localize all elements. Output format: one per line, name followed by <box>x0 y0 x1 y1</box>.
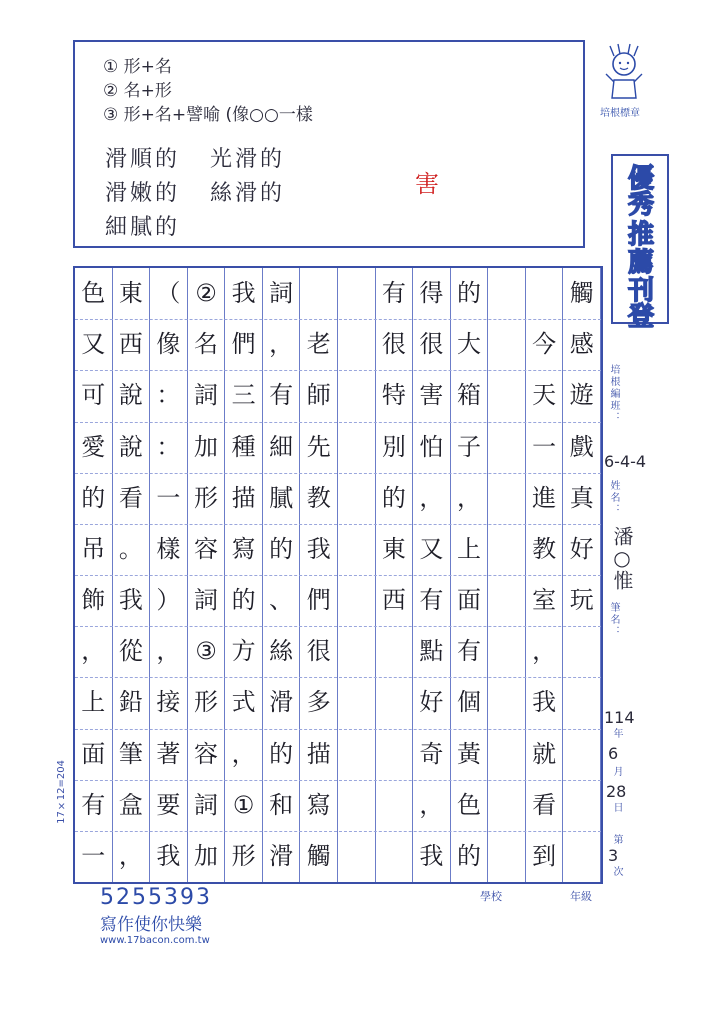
grid-cell: 吊 <box>81 534 106 563</box>
year-label: 年 <box>611 728 622 740</box>
grid-cell: 形 <box>193 483 218 512</box>
grid-cell <box>338 268 375 319</box>
grid-cell <box>338 831 375 882</box>
grid-row-line <box>75 626 601 627</box>
grid-row-line <box>75 575 601 576</box>
grid-cell: 西 <box>118 330 143 359</box>
grid-cell <box>488 729 525 780</box>
grid-cell: 有 <box>381 279 406 307</box>
recommend-char: 優 <box>627 164 654 194</box>
grid-cell: 面 <box>81 739 106 768</box>
grid-cell: 的 <box>269 739 294 768</box>
grid-cell <box>338 780 375 831</box>
grid-cell: 又 <box>419 534 444 563</box>
grid-cell: 的 <box>269 534 294 563</box>
grid-cell: 細 <box>269 432 294 461</box>
grid-cell <box>338 524 375 575</box>
grid-cell <box>338 677 375 728</box>
stamp-caption: 培根標章 <box>600 108 640 119</box>
grid-cell: 形 <box>231 841 256 870</box>
grid-cell: 東 <box>381 534 406 563</box>
recommend-char: 登 <box>627 302 654 332</box>
note-line-2: ② 名+形 <box>103 81 172 101</box>
grid-cell: ， <box>231 739 256 768</box>
grid-cell: 可 <box>81 381 106 410</box>
grid-cell <box>376 780 413 831</box>
grid-cell: 我 <box>231 279 256 307</box>
grid-cell <box>338 626 375 677</box>
count-label: 次 <box>611 866 622 878</box>
grid-cell: 寫 <box>306 790 331 819</box>
grid-cell: 玩 <box>569 586 594 614</box>
grid-cell: 膩 <box>269 483 294 512</box>
grid-cell: ② <box>195 279 217 307</box>
grid-cell: 像 <box>156 330 181 359</box>
grid-cell: 容 <box>193 534 218 563</box>
grid-cell: 得 <box>419 279 444 307</box>
grid-cell: 天 <box>532 381 557 410</box>
grid-cell <box>563 780 600 831</box>
month-value: 6 <box>608 744 619 763</box>
red-correction: 害 <box>415 170 442 198</box>
grid-cell: 特 <box>381 381 406 410</box>
grid-cell: 到 <box>532 841 557 870</box>
grid-cell: 怕 <box>419 432 444 461</box>
grid-code: 17×12=204 <box>56 760 67 824</box>
class-value: 6-4-4 <box>604 452 647 471</box>
grid-cell: ： <box>156 432 181 461</box>
grid-cell: 害 <box>419 381 444 410</box>
grid-cell <box>563 677 600 728</box>
grid-cell: 今 <box>532 330 557 359</box>
grid-cell: 我 <box>419 841 444 870</box>
grid-cell: 觸 <box>569 279 594 307</box>
grid-cell: ， <box>156 637 181 666</box>
grid-cell: 式 <box>231 688 256 717</box>
grid-row-line <box>75 780 601 781</box>
grid-cell: ， <box>81 637 106 666</box>
grid-cell <box>338 575 375 626</box>
grid-cell: 就 <box>532 739 557 768</box>
grid-cell: 飾 <box>81 586 106 614</box>
grid-cell: 教 <box>306 483 331 512</box>
grid-cell: 上 <box>81 688 106 717</box>
grid-cell: 大 <box>456 330 481 359</box>
grid-cell: 又 <box>81 330 106 359</box>
grid-cell <box>488 575 525 626</box>
day-label: 日 <box>611 802 622 814</box>
grid-cell: ， <box>419 483 444 512</box>
footer-slogan: 寫作使你快樂 <box>100 915 202 935</box>
grid-cell: （ <box>156 279 181 307</box>
grid-cell <box>488 831 525 882</box>
class-label: 培根編班： <box>608 364 619 424</box>
grid-cell: 鉛 <box>118 688 143 717</box>
grid-cell <box>488 626 525 677</box>
year-value: 114 <box>604 708 635 727</box>
name-label: 姓名： <box>608 480 619 516</box>
grid-cell: 、 <box>269 586 294 614</box>
grid-cell: 我 <box>306 534 331 563</box>
grid-cell: ③ <box>195 637 217 666</box>
grid-cell: 絲 <box>269 637 294 666</box>
grid-cell: 形 <box>193 688 218 717</box>
grid-cell <box>376 729 413 780</box>
name-value: 潘○惟 <box>610 526 634 590</box>
grid-cell: 一 <box>156 483 181 512</box>
kid-mascot-icon <box>600 40 648 102</box>
phrase-2-2: 絲滑的 <box>210 181 286 206</box>
grid-cell <box>488 524 525 575</box>
grid-cell: 有 <box>269 381 294 410</box>
grid-cell: 箱 <box>456 381 481 410</box>
grid-row-line <box>75 729 601 730</box>
grid-cell: 加 <box>193 841 218 870</box>
footer-website: www.17bacon.com.tw <box>100 935 210 946</box>
grid-cell: 我 <box>156 841 181 870</box>
recommend-char: 推 <box>627 220 654 250</box>
grid-cell: 色 <box>81 279 106 307</box>
grid-cell: 很 <box>419 330 444 359</box>
grid-cell: 我 <box>118 586 143 614</box>
grid-cell: 一 <box>81 841 106 870</box>
recommend-badge <box>611 154 669 332</box>
grid-cell <box>488 319 525 370</box>
grid-cell: 看 <box>118 483 143 512</box>
grid-cell: 們 <box>231 330 256 359</box>
grid-cell <box>488 780 525 831</box>
grid-cell: 的 <box>456 841 481 870</box>
grid-cell: 戲 <box>569 432 594 461</box>
teacher-note-box <box>73 40 585 248</box>
grid-row-line <box>75 319 601 320</box>
grid-row-line <box>75 370 601 371</box>
grid-cell <box>338 729 375 780</box>
footer-phone: 5255393 <box>100 885 212 910</box>
grid-cell: 遊 <box>569 381 594 410</box>
grid-cell: 要 <box>156 790 181 819</box>
grid-cell: 說 <box>118 432 143 461</box>
grid-cell: 好 <box>419 688 444 717</box>
grid-cell: 的 <box>456 279 481 307</box>
grid-cell: 方 <box>231 637 256 666</box>
grid-cell: 真 <box>569 483 594 512</box>
note-line-3: ③ 形+名+譬喻 (像○○一樣 <box>103 105 313 125</box>
grid-cell: 好 <box>569 534 594 563</box>
grid-cell: 老 <box>306 330 331 359</box>
grid-cell: 黃 <box>456 739 481 768</box>
grid-cell: 有 <box>81 790 106 819</box>
grid-cell <box>376 677 413 728</box>
grid-cell <box>563 729 600 780</box>
grid-cell: 一 <box>532 432 557 461</box>
grid-cell <box>526 268 563 319</box>
grid-cell: ， <box>456 483 481 512</box>
grid-cell: 奇 <box>419 739 444 768</box>
grid-cell: 詞 <box>193 790 218 819</box>
grid-cell <box>563 626 600 677</box>
grid-cell: 愛 <box>81 432 106 461</box>
grid-cell: ） <box>156 586 181 614</box>
grid-cell <box>338 473 375 524</box>
grid-cell: 很 <box>306 637 331 666</box>
phrase-1-2: 光滑的 <box>210 147 286 172</box>
grid-cell <box>488 422 525 473</box>
grid-cell: ： <box>156 381 181 410</box>
bacon-stamp <box>600 40 648 119</box>
phrase-1-1: 滑順的 <box>105 147 181 172</box>
grid-cell: 的 <box>81 483 106 512</box>
grid-cell: 著 <box>156 739 181 768</box>
grid-cell: 們 <box>306 586 331 614</box>
grid-cell <box>338 370 375 421</box>
grid-cell: 多 <box>306 688 331 717</box>
grid-cell <box>338 422 375 473</box>
phrase-2-1: 滑嫩的 <box>105 181 181 206</box>
grid-cell: 加 <box>193 432 218 461</box>
grid-cell: 描 <box>306 739 331 768</box>
grid-cell: 詞 <box>193 381 218 410</box>
grid-cell: 師 <box>306 381 331 410</box>
grid-cell: 我 <box>532 688 557 717</box>
grid-cell <box>488 677 525 728</box>
grid-row-line <box>75 422 601 423</box>
grid-row-line <box>75 473 601 474</box>
note-line-1: ① 形+名 <box>103 57 172 77</box>
grid-cell: 三 <box>231 381 256 410</box>
grid-cell: 詞 <box>269 279 294 307</box>
day-value: 28 <box>606 782 627 801</box>
grid-cell: 東 <box>118 279 143 307</box>
grid-cell: 先 <box>306 432 331 461</box>
count-value: 3 <box>608 846 619 865</box>
grid-cell: 有 <box>419 586 444 614</box>
grid-cell: 的 <box>231 586 256 614</box>
grid-cell <box>338 319 375 370</box>
grid-cell: ， <box>532 637 557 666</box>
grid-cell: 上 <box>456 534 481 563</box>
grid-cell <box>563 831 600 882</box>
grid-cell: ， <box>269 330 294 359</box>
grid-cell <box>300 268 337 319</box>
writing-grid <box>73 266 603 884</box>
grid-cell: 子 <box>456 432 481 461</box>
grid-cell: 。 <box>118 534 143 563</box>
grid-cell <box>488 268 525 319</box>
grid-cell <box>488 370 525 421</box>
grid-cell: ① <box>232 790 255 819</box>
grid-row-line <box>75 831 601 832</box>
recommend-char: 刊 <box>627 276 654 306</box>
grid-cell: 筆 <box>118 739 143 768</box>
grid-cell <box>488 473 525 524</box>
grid-row-line <box>75 677 601 678</box>
grid-cell: 西 <box>381 586 406 614</box>
grid-cell: 從 <box>118 637 143 666</box>
grid-cell: 滑 <box>269 841 294 870</box>
grid-cell: 很 <box>381 330 406 359</box>
recommend-char: 薦 <box>627 248 654 278</box>
pen-name-label: 筆名： <box>608 602 619 638</box>
grid-cell: 接 <box>156 688 181 717</box>
count-prefix: 第 <box>611 834 622 846</box>
grid-cell: 感 <box>569 330 594 359</box>
grid-cell <box>376 626 413 677</box>
grid-cell: 教 <box>532 534 557 563</box>
grid-cell: 進 <box>532 483 557 512</box>
grid-cell: 描 <box>231 483 256 512</box>
grid-cell: 有 <box>456 637 481 666</box>
grid-cell: 個 <box>456 688 481 717</box>
phrase-3-1: 細膩的 <box>105 215 181 240</box>
grid-cell: 詞 <box>193 586 218 614</box>
grid-cell: 說 <box>118 381 143 410</box>
grid-cell: 名 <box>193 330 218 359</box>
grid-cell <box>376 831 413 882</box>
grid-cell: 和 <box>269 790 294 819</box>
grid-cell: 容 <box>193 739 218 768</box>
grid-cell: 點 <box>419 637 444 666</box>
grid-cell: ， <box>118 841 143 870</box>
grid-cell: 觸 <box>306 841 331 870</box>
recommend-char: 秀 <box>627 190 654 220</box>
grid-row-line <box>75 524 601 525</box>
grid-cell: 滑 <box>269 688 294 717</box>
grid-cell: 別 <box>381 432 406 461</box>
grid-cell: ， <box>419 790 444 819</box>
month-label: 月 <box>611 766 622 778</box>
grade-label: 年級 <box>570 890 592 903</box>
grid-cell: 的 <box>381 483 406 512</box>
grid-cell: 面 <box>456 586 481 614</box>
school-label: 學校 <box>480 890 502 903</box>
grid-cell: 寫 <box>231 534 256 563</box>
grid-cell: 盒 <box>118 790 143 819</box>
grid-cell: 樣 <box>156 534 181 563</box>
footer-brand <box>100 885 212 946</box>
grid-cell: 色 <box>456 790 481 819</box>
grid-cell: 看 <box>532 790 557 819</box>
grid-cell: 種 <box>231 432 256 461</box>
grid-cell: 室 <box>532 586 557 614</box>
